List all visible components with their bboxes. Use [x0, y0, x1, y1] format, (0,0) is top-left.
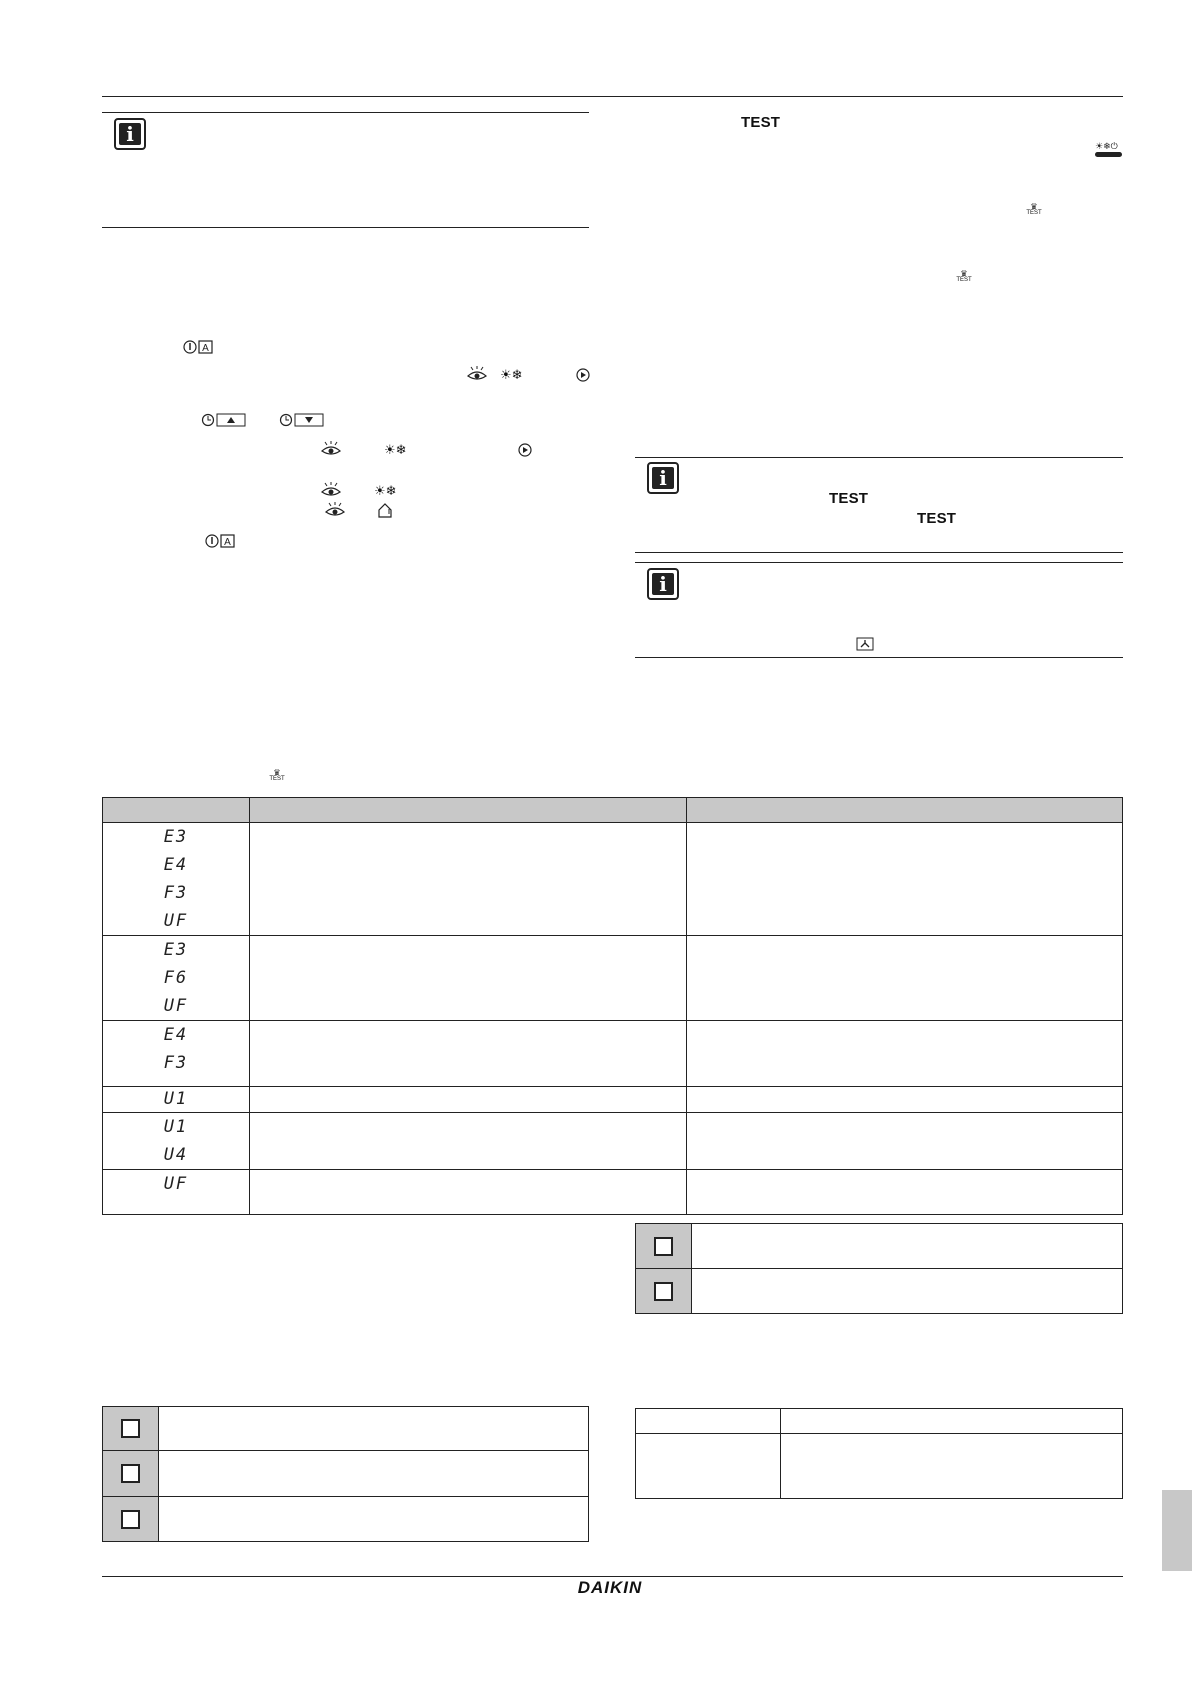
eye-icon — [324, 502, 346, 518]
play-icon — [518, 443, 532, 457]
checklist-row — [636, 1224, 1123, 1269]
checklist-right — [635, 1223, 1123, 1314]
table-header-code — [103, 798, 250, 823]
footer-rule — [102, 1576, 1123, 1577]
checkbox[interactable] — [121, 1464, 140, 1483]
checklist-text — [159, 1451, 589, 1497]
cause-cell — [249, 1087, 687, 1113]
checklist-text — [159, 1407, 589, 1451]
test-label: TEST — [829, 490, 869, 507]
table-row — [636, 1434, 1123, 1499]
cause-cell — [249, 1113, 687, 1170]
table-cell — [636, 1434, 781, 1499]
info-icon: i — [114, 118, 146, 150]
checkbox-cell — [636, 1224, 692, 1269]
checklist-row — [103, 1451, 589, 1497]
heat-cool-power-button-icon — [1094, 140, 1123, 158]
note2-top-rule — [635, 457, 1123, 458]
checkbox[interactable] — [654, 1237, 673, 1256]
checklist-left — [102, 1406, 589, 1542]
error-code-table — [102, 797, 1123, 1215]
cause-cell — [249, 1021, 687, 1087]
heat-cool-icon: ☀❄ — [374, 483, 397, 498]
svg-text:☀❄⏻: ☀❄⏻ — [1095, 142, 1118, 152]
checklist-text — [692, 1269, 1123, 1314]
action-cell — [687, 823, 1123, 936]
daikin-logo: DAIKIN — [577, 1578, 643, 1597]
info-icon: i — [647, 462, 679, 494]
table-cell — [781, 1434, 1123, 1499]
error-code-cell — [103, 1113, 250, 1170]
note1-bottom-rule — [102, 227, 589, 228]
test-label: TEST — [917, 510, 957, 527]
thermostat-auto-icon — [183, 340, 215, 354]
action-cell — [687, 1113, 1123, 1170]
table-cell — [636, 1409, 781, 1434]
error-code-cell — [103, 1021, 250, 1087]
test-icon: ♛ TEST — [1026, 202, 1042, 216]
checklist-row — [103, 1407, 589, 1451]
play-icon — [576, 368, 590, 382]
timer-up-button-icon — [201, 413, 247, 427]
thermostat-auto-icon — [205, 534, 237, 548]
table-row — [103, 823, 1123, 936]
table-header-cause — [249, 798, 687, 823]
svg-text:A: A — [224, 537, 231, 548]
table-row — [636, 1409, 1123, 1434]
heat-cool-icon: ☀❄ — [384, 442, 407, 457]
error-code: U1 — [163, 1089, 189, 1109]
table-row — [103, 1113, 1123, 1170]
error-code: E3 — [163, 940, 189, 960]
heat-cool-icon: ☀❄ — [500, 367, 523, 382]
note3-top-rule — [635, 562, 1123, 563]
error-code: UF — [163, 1174, 189, 1194]
checklist-row — [636, 1269, 1123, 1314]
table-header-action — [687, 798, 1123, 823]
info-table — [635, 1408, 1123, 1499]
timer-down-button-icon — [279, 413, 325, 427]
note2-bottom-rule — [635, 552, 1123, 553]
test-label: TEST — [741, 114, 781, 131]
chapter-side-tab — [1162, 1490, 1192, 1571]
table-row — [103, 1170, 1123, 1215]
cause-cell — [249, 1170, 687, 1215]
checkbox[interactable] — [121, 1419, 140, 1438]
checkbox-cell — [103, 1451, 159, 1497]
error-code-cell — [103, 1170, 250, 1215]
cause-cell — [249, 936, 687, 1021]
note3-bottom-rule — [635, 657, 1123, 658]
table-row — [103, 1021, 1123, 1087]
error-code-cell — [103, 823, 250, 936]
info-icon: i — [647, 568, 679, 600]
eye-icon — [320, 482, 342, 498]
action-cell — [687, 1170, 1123, 1215]
checklist-row — [103, 1497, 589, 1542]
checklist-text — [159, 1497, 589, 1542]
action-cell — [687, 1021, 1123, 1087]
error-code: U1 — [163, 1117, 189, 1137]
error-code: F6 — [163, 968, 189, 988]
action-cell — [687, 1087, 1123, 1113]
error-code: E3 — [163, 827, 189, 847]
action-cell — [687, 936, 1123, 1021]
checkbox-cell — [103, 1407, 159, 1451]
table-row — [103, 936, 1123, 1021]
eye-icon — [320, 441, 342, 457]
checklist-text — [692, 1224, 1123, 1269]
error-code-cell — [103, 1087, 250, 1113]
error-code: E4 — [163, 1025, 189, 1045]
table-cell — [781, 1409, 1123, 1434]
svg-text:A: A — [202, 343, 209, 354]
header-rule — [102, 96, 1123, 97]
error-code: F3 — [163, 1053, 189, 1073]
checkbox[interactable] — [654, 1282, 673, 1301]
error-code: UF — [163, 996, 189, 1016]
eye-icon — [466, 366, 488, 382]
table-row — [103, 1087, 1123, 1113]
error-code: E4 — [163, 855, 189, 875]
checkbox-cell — [636, 1269, 692, 1314]
cause-cell — [249, 823, 687, 936]
checkbox[interactable] — [121, 1510, 140, 1529]
house-hot-water-icon — [378, 503, 394, 518]
note1-top-rule — [102, 112, 589, 113]
error-code: U4 — [163, 1145, 189, 1165]
test-icon: ♛ TEST — [269, 768, 285, 782]
error-code: UF — [163, 911, 189, 931]
checkbox-cell — [103, 1497, 159, 1542]
test-icon: ♛ TEST — [956, 269, 972, 283]
error-code: F3 — [163, 883, 189, 903]
fan-button-icon — [856, 637, 874, 651]
error-code-cell — [103, 936, 250, 1021]
